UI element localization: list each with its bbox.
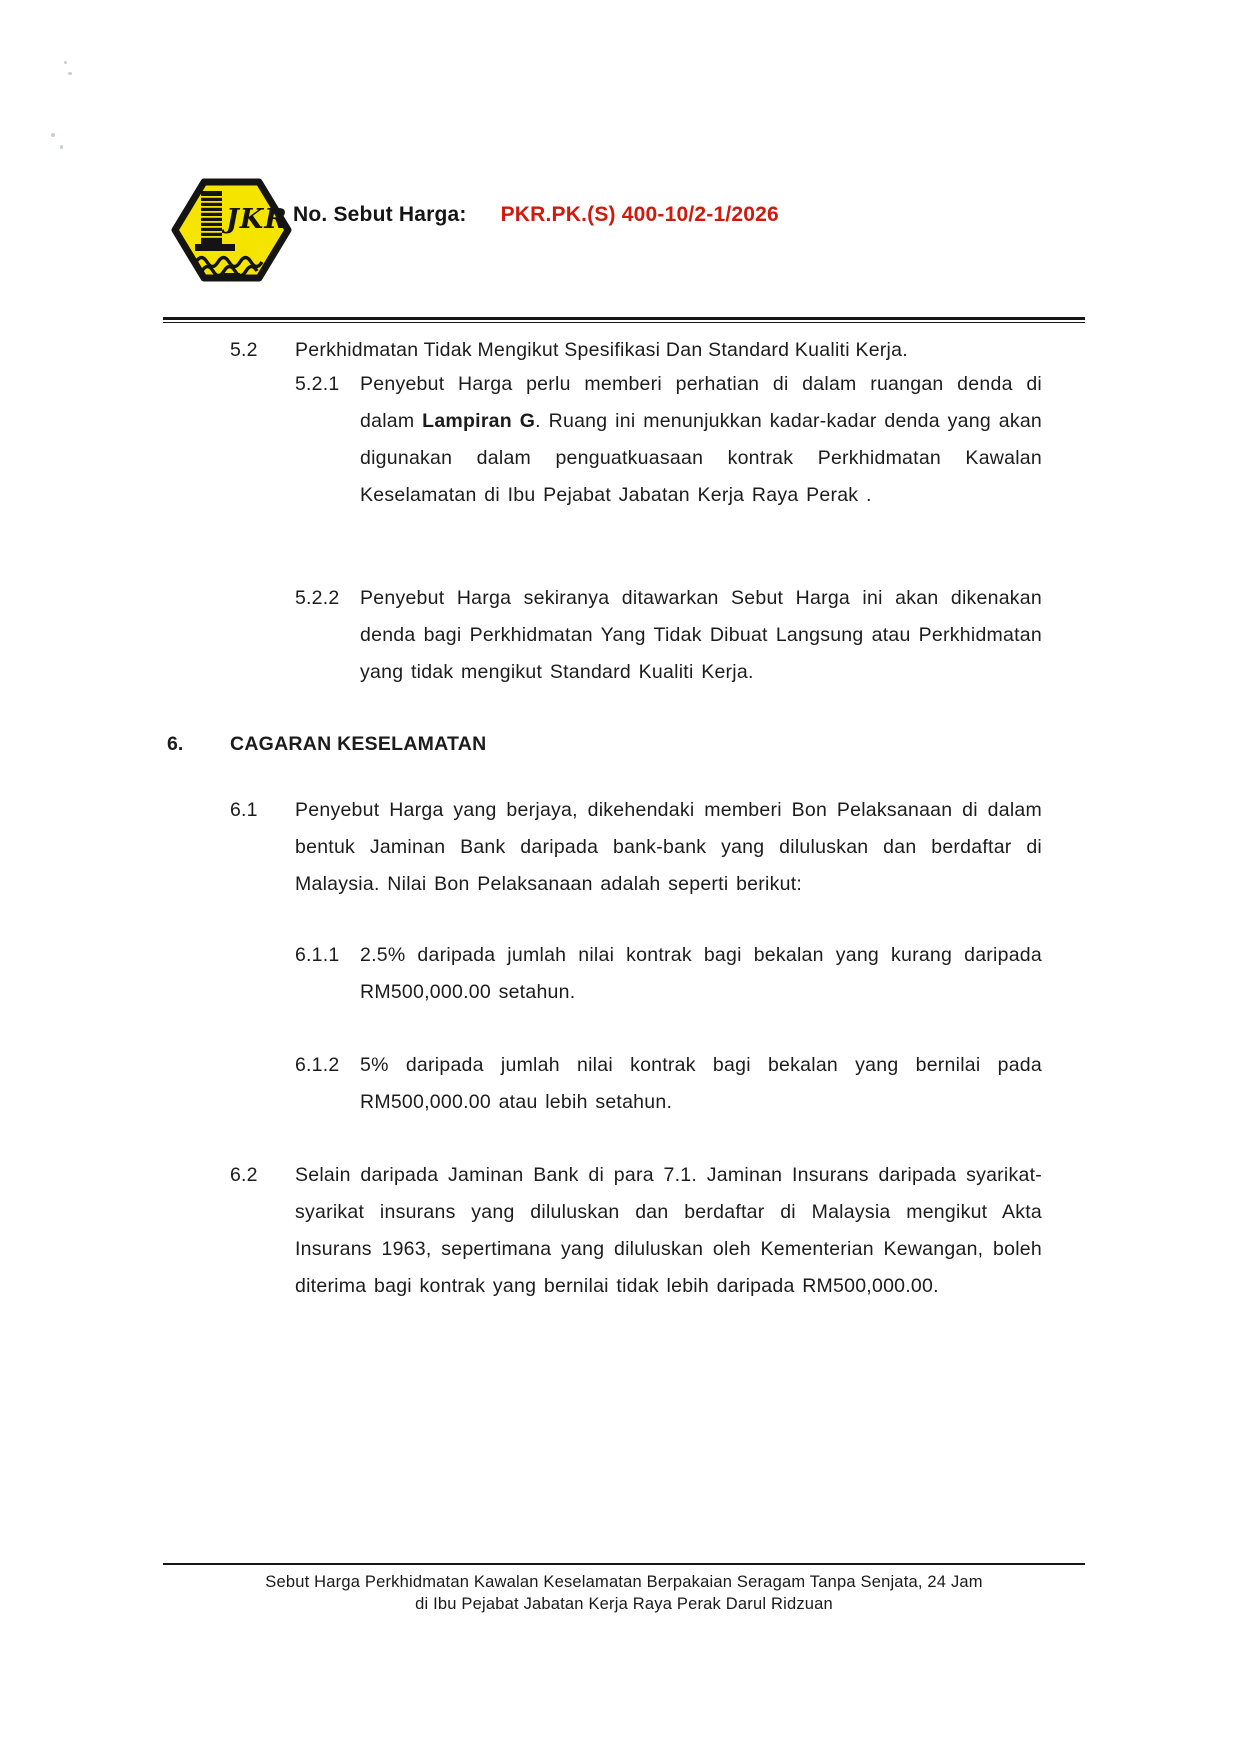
footer-line2: di Ibu Pejabat Jabatan Kerja Raya Perak Darul Ridzuan [415, 1595, 833, 1613]
scan-speck [51, 133, 55, 137]
logo-tower-stripes [201, 196, 222, 238]
clause-text-bold: Lampiran G [422, 410, 536, 432]
header [293, 203, 779, 227]
footer-divider [163, 1563, 1085, 1565]
clause-text: 5% daripada jumlah nilai kontrak bagi bekalan yang bernilai pada RM500,000.00 atau lebih setahun. [360, 1054, 1042, 1113]
clause-text: 2.5% daripada jumlah nilai kontrak bagi bekalan yang kurang daripada RM500,000.00 setahun. [360, 944, 1042, 1003]
section-heading: CAGARAN KESELAMATAN [230, 733, 487, 755]
section-5-2-1 [295, 366, 1042, 514]
scan-speck [64, 61, 67, 64]
quote-number-label: No. Sebut Harga: [293, 203, 467, 226]
header-divider [163, 317, 1085, 323]
clause-number: 6.1 [230, 799, 258, 821]
clause-number: 5.2.2 [295, 587, 340, 609]
jkr-logo-icon [168, 176, 294, 284]
section-6-1 [230, 792, 1042, 903]
section-5-2 [230, 332, 1042, 369]
clause-text: Penyebut Harga yang berjaya, dikehendaki memberi Bon Pelaksanaan di dalam bentuk Jaminan Bank daripada bank-bank yang diluluskan dan berdaftar di Malaysia. Nilai Bon Pelaksanaan adalah seperti berikut: [295, 799, 1042, 895]
section-6-1-2 [295, 1047, 1042, 1121]
clause-text: Selain daripada Jaminan Bank di para 7.1. Jaminan Insurans daripada syarikat-syarikat insurans yang diluluskan dan berdaftar di Malaysia mengikut Akta Insurans 1963, sepertimana yang diluluskan oleh Kementerian Kewangan, boleh diterima bagi kontrak yang bernilai tidak lebih daripada RM500,000.00. [295, 1164, 1042, 1297]
scan-speck [68, 72, 72, 75]
clause-title: Perkhidmatan Tidak Mengikut Spesifikasi Dan Standard Kualiti Kerja. [295, 339, 908, 361]
logo-wave-tick [224, 273, 240, 276]
clause-number: 6. [167, 733, 184, 755]
logo-text: JKR [226, 204, 288, 235]
clause-number: 6.1.1 [295, 944, 340, 966]
logo-tower-base [195, 244, 235, 251]
section-5-2-2 [295, 580, 1042, 691]
scan-speck [60, 145, 63, 149]
section-6-1-1 [295, 937, 1042, 1011]
footer-line1: Sebut Harga Perkhidmatan Kawalan Keselamatan Berpakaian Seragam Tanpa Senjata, 24 Jam [265, 1573, 983, 1591]
jkr-logo-svg [168, 176, 294, 284]
clause-text-part: Penyebut Harga perlu memberi perhatian di dalam ruangan denda di dalam [360, 373, 1042, 432]
clause-text [360, 366, 1042, 514]
quote-number-value: PKR.PK.(S) 400-10/2-1/2026 [500, 203, 779, 226]
clause-text-part: . Ruang ini menunjukkan kadar-kadar denda yang akan digunakan dalam penguatkuasaan kontrak Perkhidmatan Kawalan Keselamatan di Ibu Pejabat Jabatan Kerja Raya Perak . [360, 410, 1043, 506]
section-6 [167, 726, 1085, 763]
clause-number: 6.2 [230, 1164, 258, 1186]
clause-number: 5.2 [230, 339, 258, 361]
section-6-2 [230, 1157, 1042, 1305]
footer [163, 1571, 1085, 1615]
clause-number: 5.2.1 [295, 373, 340, 395]
clause-text: Penyebut Harga sekiranya ditawarkan Sebut Harga ini akan dikenakan denda bagi Perkhidmatan Yang Tidak Dibuat Langsung atau Perkhidmatan yang tidak mengikut Standard Kualiti Kerja. [360, 587, 1042, 683]
clause-number: 6.1.2 [295, 1054, 340, 1076]
